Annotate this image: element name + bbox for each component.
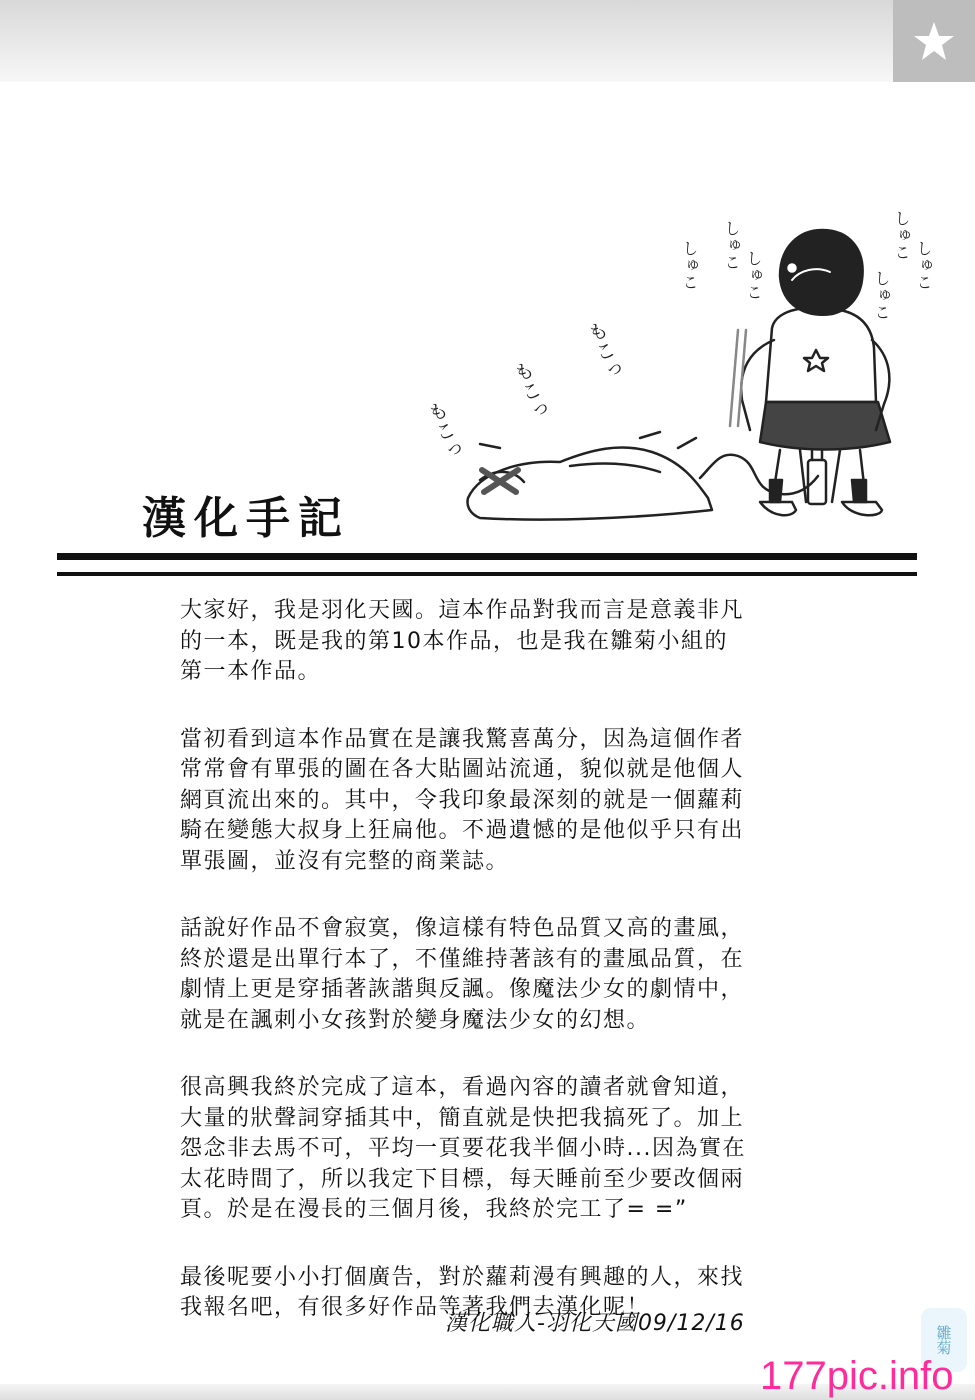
paragraph: 話說好作品不會寂寞，像這樣有特色品質又高的畫風，終於還是出單行本了，不僅維持著該有的畫風品質，在劇情上更是穿插著詼諧與反諷。像魔法少女的劇情中，就是在諷刺小女孩對於變身魔法少女的幻想。 (180, 916, 745, 1033)
group-stamp: 雛菊 (921, 1308, 967, 1372)
translator-notes (180, 596, 750, 1361)
paragraph: 大家好，我是羽化天國。這本作品對我而言是意義非凡的一本，既是我的第10本作品，也是我在雛菊小組的第一本作品。 (180, 598, 745, 684)
sfx-moko-2: もこっ (507, 357, 553, 426)
signature: 漢化職人-羽化天國09/12/16 (445, 1311, 745, 1336)
sfx-moko-3: もこっ (581, 317, 627, 386)
sfx-shuko-5: しゅこ (680, 240, 699, 291)
sfx-shuko-2: しゅこ (744, 250, 763, 301)
paragraph: 當初看到這本作品實在是讓我驚喜萬分，因為這個作者常常會有單張的圖在各大貼圖站流通，貌似就是他個人網頁流出來的。其中，令我印象最深刻的就是一個蘿莉騎在變態大叔身上狂扁他。不過遺憾的是他似乎只有出單張圖，並沒有完整的商業誌。 (180, 726, 745, 874)
star-icon (912, 19, 956, 63)
manga-illustration (420, 180, 940, 540)
top-band (0, 0, 893, 82)
title-rule-thin (57, 572, 917, 576)
title-rule-thick (57, 553, 917, 560)
girl-pumping-figure (420, 180, 940, 540)
sfx-moko-1: もこっ (421, 397, 467, 466)
paragraph: 最後呢要小小打個廣告，對於蘿莉漫有興趣的人，來找我報名吧，有很多好作品等著我們去漢化呢！ (180, 1264, 745, 1320)
chapter-tab (893, 0, 975, 82)
paragraph: 很高興我終於完成了這本，看過內容的讀者就會知道，大量的狀聲詞穿插其中，簡直就是快把我搞死了。加上怨念非去馬不可，平均一頁要花我半個小時...因為實在太花時間了，所以我定下目標，每天睡前至少要改個兩頁。於是在漫長的三個月後，我終於完工了= =” (180, 1075, 746, 1222)
sfx-shuko-6: しゅこ (872, 270, 891, 321)
section-title: 漢化手記 (142, 493, 350, 544)
sfx-shuko-3: しゅこ (892, 210, 911, 261)
sfx-shuko-1: しゅこ (722, 220, 741, 271)
sfx-shuko-4: しゅこ (914, 240, 933, 291)
watermark: 177pic.info (760, 1354, 954, 1398)
